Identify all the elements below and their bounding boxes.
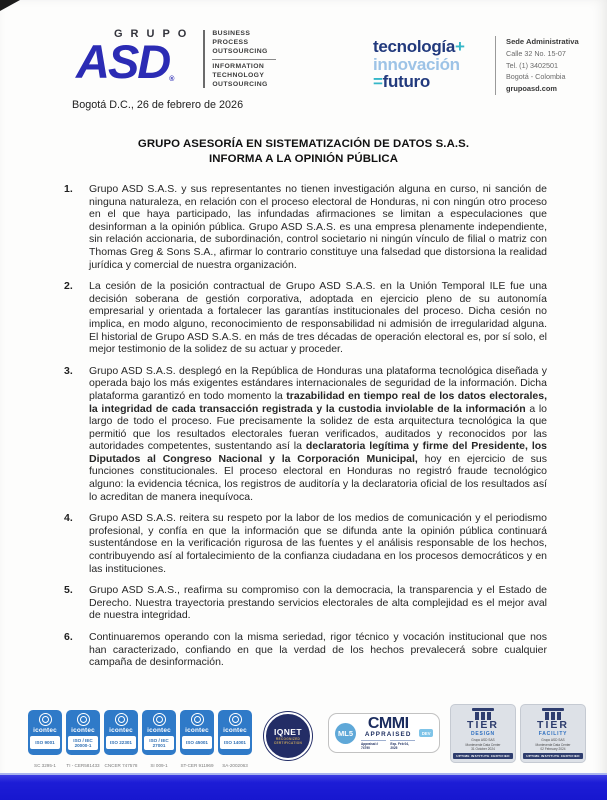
logo-asd-word: ASD® [76, 35, 173, 88]
cert-code: ST-CER 911969 [180, 763, 214, 768]
address-title: Sede Administrativa [506, 37, 579, 46]
paragraph-number: 5. [64, 584, 73, 597]
paragraph-number: 6. [64, 631, 73, 643]
logo-text-block [76, 28, 195, 88]
icontec-cert-iso22301 [104, 710, 138, 768]
letter-body [64, 183, 547, 678]
iso-label: ISO 22301 [106, 736, 136, 749]
icontec-cert-iso27001 [142, 710, 176, 768]
icontec-rings-icon [39, 713, 52, 726]
tier-columns-icon [542, 708, 564, 711]
date-line: Bogotá D.C., 26 de febrero de 2026 [72, 99, 244, 111]
icontec-rings-icon [77, 713, 90, 726]
tier-design-badge: TIER DESIGN Grupo ASD SAS Monteverde Data Center 31 October 2024 UPTIME INSTITUTE CERTIFIED [451, 705, 515, 762]
logo-vertical-divider [203, 30, 205, 88]
paragraph-1 [64, 183, 547, 271]
iso-label: ISO 9001 [30, 736, 60, 749]
paragraph-text: La cesión de la posición contractual de Grupo ASD S.A.S. en la Unión Temporal ILE fue una decisión soberana de gestión corporativa, adoptada en ejercicio pleno de su autonomía empresarial y orientada a fortalecer las garantías institucionales del proceso. Dicha cesión no implica, en modo alguno, reconocimiento de responsabilidad ni admisión de irregularidad alguna. El historial de Grupo ASD S.A.S. en más de tres décadas de operación electoral es, por sí solo, el mejor testimonio de la solidez de su actuar y proceder. [89, 280, 547, 356]
icontec-rings-icon [191, 713, 204, 726]
icontec-cert-iso20000 [66, 710, 100, 768]
tier-cert-details: Grupo ASD SAS Monteverde Data Center 02 February 2024 [535, 738, 571, 752]
cmmi-expiry-note: Exp. Feb 04, 2025 [390, 740, 415, 750]
uptime-institute-bar: UPTIME INSTITUTE CERTIFIED [523, 753, 583, 759]
paragraph-text: Grupo ASD S.A.S. reitera su respeto por la labor de los medios de comunicación y el periodismo profesional, y confía en que la información que se difunda ante la opinión pública continuará sustentándose en la verificación rigurosa de las fuentes y el análisis responsable de los hechos, contribuyendo así al fortalecimiento de la confianza ciudadana en los procesos democráticos y en las instituciones. [89, 512, 547, 575]
tier-cert-details: Grupo ASD SAS Monteverde Data Center 31 October 2024 [465, 738, 501, 752]
outsourcing-divider [212, 59, 276, 60]
paragraph-6 [64, 631, 547, 669]
icontec-rings-icon [115, 713, 128, 726]
paragraph-number: 1. [64, 183, 73, 195]
icontec-shield-icon: icontec ISO 22301 [104, 710, 138, 755]
icontec-shield-icon: icontec ISO 45001 [180, 710, 214, 755]
cmmi-dev-tag: DEV [419, 729, 433, 737]
paragraph-text: Grupo ASD S.A.S. desplegó en la República de Honduras una plataforma tecnológica diseñada y operada bajo los más exigentes estándares internacionales de seguridad de la información. Dicha plataforma garantizó en todo momento la trazabilidad en tiempo real de los datos electorales, la integridad de cada transacción registrada y la custodia inviolable de la información a lo largo de todo el proceso. Fue precisamente la solidez de esta arquitectura tecnológica la que permitió que los resultados electorales fueran verificados, auditados y reconocidos por las autoridades competentes, sustentando así la declaratoria legítima y firme del Presidente, los Diputados al Congreso Nacional y la Corporación Municipal, hoy en ejercicio de sus funciones constitucionales. El proceso electoral en Honduras no registró fraude tecnológico alguno: la evidencia técnica, los registros de auditoría y la declaratoria oficial de los resultados así lo acreditan de manera inequívoca. [89, 364, 547, 503]
cert-code: SI 009-1 [150, 763, 168, 768]
brand-tagline: tecnología+ innovación =futuro [373, 37, 465, 92]
icontec-shield-icon: icontec ISO / IEC 27001 [142, 710, 176, 755]
logo-grupo-word: GRUPO [114, 28, 195, 40]
icontec-shield-icon: icontec ISO 14001 [218, 710, 252, 755]
iso-label: ISO / IEC 27001 [144, 736, 174, 750]
icontec-rings-icon [153, 713, 166, 726]
paragraph-text: Continuaremos operando con la misma seriedad, rigor técnico y vocación institucional que nos han caracterizado, confiando en que la verdad de los hechos prevalecerá sobre cualquier campaña de desinformación. [89, 631, 547, 669]
uptime-institute-bar: UPTIME INSTITUTE CERTIFIED [453, 753, 513, 759]
paragraph-text: Grupo ASD S.A.S., reafirma su compromiso con la democracia, la transparencia y el Estado de Derecho. Nuestra trayectoria prestando servicios electorales de alta complejidad es el mejor aval de nuestra integridad. [89, 584, 547, 622]
paragraph-5 [64, 584, 547, 622]
outsourcing-labels [212, 28, 276, 90]
ito-label: INFORMATION TECHNOLOGY OUTSOURCING [212, 63, 268, 89]
address-street: Calle 32 No. 15-07 [506, 49, 566, 59]
paragraph-number: 2. [64, 280, 73, 293]
cert-code: SA-2002063 [222, 763, 248, 768]
paragraph-2 [64, 280, 547, 356]
letterhead [76, 24, 593, 102]
cmmi-ml5-icon: ML5 [335, 723, 356, 744]
tier-columns-icon [472, 708, 494, 711]
icontec-cert-iso14001 [218, 710, 252, 768]
icontec-cert-iso45001 [180, 710, 214, 768]
cmmi-appraisal-note: Appraisal # 74790 [361, 740, 386, 750]
title-line-1: GRUPO ASESORÍA EN SISTEMATIZACIÓN DE DATOS S.A.S. [137, 138, 470, 150]
cert-code: CNCER 747578 [104, 763, 138, 768]
iso-label: ISO 45001 [182, 736, 212, 749]
title-line-2: INFORMA A LA OPINIÓN PÚBLICA [208, 153, 399, 166]
registered-mark: ® [169, 75, 173, 83]
grupo-asd-logo [76, 28, 276, 90]
iso-label: ISO / IEC 20000-1 [68, 736, 98, 750]
company-website: grupoasd.com [506, 83, 557, 93]
paragraph-3 [64, 365, 547, 504]
tier-facility-badge: TIER FACILITY Grupo ASD SAS Monteverde Data Center 02 February 2024 UPTIME INSTITUTE CERTIFIED [521, 705, 585, 762]
icontec-shield-icon: icontec ISO / IEC 20000-1 [66, 710, 100, 755]
bpo-label: BUSINESS PROCESS OUTSOURCING [212, 30, 268, 55]
company-address-block [495, 36, 579, 95]
iqnet-seal-icon: IQNET RECOGNIZED CERTIFICATION [264, 712, 312, 760]
cert-code: TI - CER581433 [66, 763, 100, 768]
address-phone: Tel. (1) 3402501 [506, 60, 558, 70]
address-city: Bogotá - Colombia [506, 72, 566, 82]
cmmi-appraised-badge: ML5 CMMI APPRAISED Appraisal # 74790 Exp. Feb 04, 2025 DEV [328, 713, 440, 753]
scan-corner-artifact [0, 0, 20, 11]
paragraph-4 [64, 512, 547, 575]
icontec-shield-icon: icontec ISO 9001 [28, 710, 62, 755]
certifications-footer [28, 710, 601, 768]
iso-label: ISO 14001 [220, 736, 250, 749]
icontec-cert-iso9001 [28, 710, 62, 768]
document-title [0, 137, 607, 167]
cert-code: SC 3295-1 [34, 763, 56, 768]
paragraph-text: Grupo ASD S.A.S. y sus representantes no tienen investigación alguna en curso, ni sanción de ninguna naturaleza, en relación con el proceso electoral de Honduras, ni con ningún otro proceso en el que haya participado, las infundadas afirmaciones se limitan a especulaciones que desinforman a la opinión pública. Grupo ASD S.A.S. es una empresa plenamente independiente, sin relación accionaria, de subordinación, control societario ni ningún vínculo de filial o matriz con Thomas Greg & Sons S.A., afirmar lo contrario constituye una falsedad que distorsiona la realidad jurídica y comercial de nuestra organización. [89, 183, 547, 271]
paragraph-number: 4. [64, 512, 73, 525]
bottom-blue-band [0, 773, 607, 800]
paragraph-number: 3. [64, 364, 73, 377]
icontec-rings-icon [229, 713, 242, 726]
